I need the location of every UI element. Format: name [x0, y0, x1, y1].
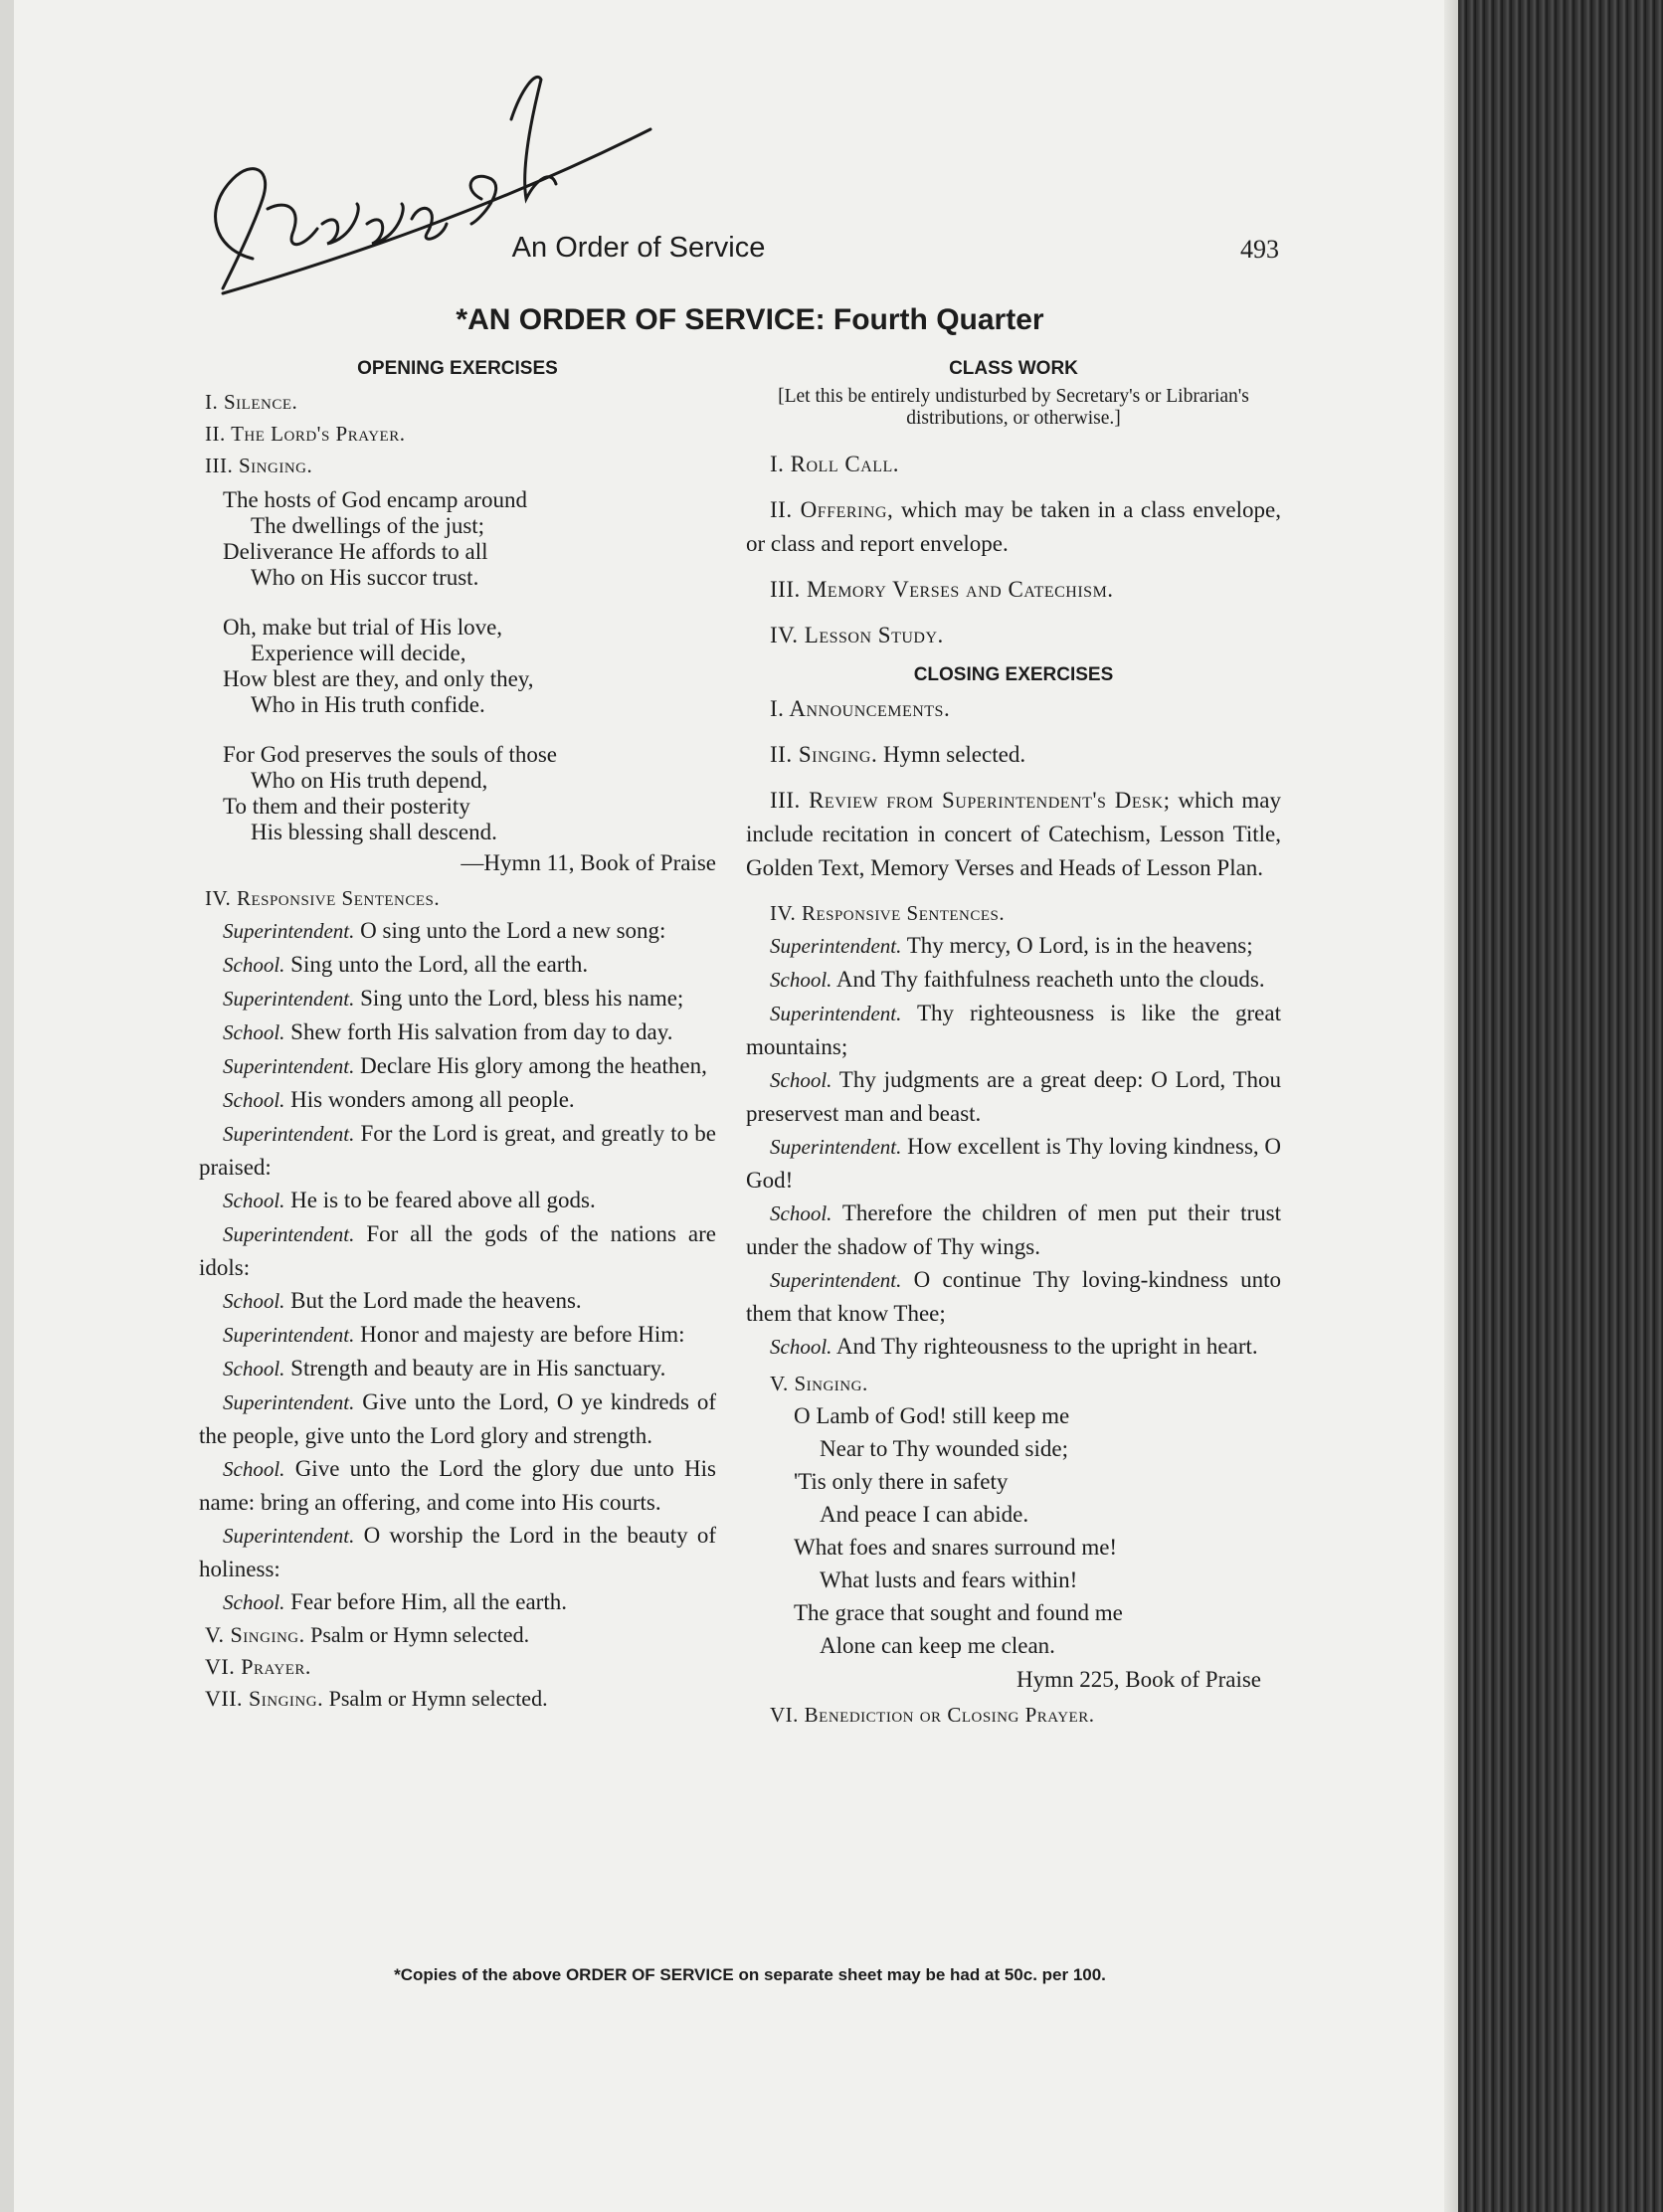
sentence-text: For all the gods of the nations are idols:	[199, 1221, 717, 1280]
hymn-line: Who on His succor trust.	[251, 565, 479, 590]
speaker-label: Superintendent.	[223, 1323, 355, 1347]
numbered-item	[746, 448, 1281, 481]
responsive-sentence	[199, 1385, 716, 1452]
speaker-label: School.	[770, 968, 832, 992]
responsive-sentence	[199, 1049, 716, 1083]
hymn-line: O Lamb of God! still keep me	[794, 1403, 1070, 1428]
opening-item: II. The Lord's Prayer.	[205, 422, 406, 446]
responsive-sentence	[199, 1184, 716, 1217]
hymn-line: The hosts of God encamp around	[223, 487, 527, 512]
sentence-text: But the Lord made the heavens.	[290, 1288, 582, 1313]
class-work-heading: CLASS WORK	[949, 358, 1078, 379]
item-label: II. Offering,	[770, 497, 894, 522]
opening-end-item	[199, 1619, 716, 1651]
sentence-text: And Thy righteousness to the upright in heart.	[835, 1334, 1258, 1359]
responsive-sentence	[746, 963, 1281, 997]
sentence-text: Give unto the Lord, O ye kindreds of the people, give unto the Lord glory and strength.	[199, 1389, 717, 1448]
hymn-line: Experience will decide,	[251, 641, 466, 665]
item-text: Psalm or Hymn selected.	[328, 1686, 548, 1711]
speaker-label: Superintendent.	[223, 1122, 355, 1146]
sentence-text: His wonders among all people.	[290, 1087, 575, 1112]
speaker-label: Superintendent.	[223, 1222, 355, 1246]
item-label: III. Review from Superintendent's Desk;	[770, 788, 1171, 813]
speaker-label: Superintendent.	[770, 1268, 902, 1292]
hymn-line: Who on His truth depend,	[251, 768, 488, 793]
speaker-label: School.	[223, 1088, 285, 1112]
opening-item: III. Singing.	[205, 454, 313, 477]
speaker-label: School.	[223, 953, 285, 977]
speaker-label: Superintendent.	[770, 1002, 902, 1025]
hymn-line: 'Tis only there in safety	[794, 1469, 1009, 1494]
opening-hymn-credit: —Hymn 11, Book of Praise	[461, 850, 716, 875]
hymn-line: The dwellings of the just;	[251, 513, 485, 538]
opening-exercises-heading: OPENING EXERCISES	[357, 358, 558, 379]
hymn-line: Oh, make but trial of His love,	[223, 615, 503, 640]
item-text: Psalm or Hymn selected.	[310, 1622, 530, 1647]
responsive-sentence	[199, 1585, 716, 1619]
hymn-line	[223, 591, 716, 615]
hymn-line: How blest are they, and only they,	[223, 666, 534, 691]
responsive-sentence	[199, 914, 716, 948]
speaker-label: School.	[770, 1335, 832, 1359]
closing-responsive-heading: IV. Responsive Sentences.	[770, 901, 1006, 925]
sentence-text: Shew forth His salvation from day to day.	[290, 1019, 673, 1044]
speaker-label: School.	[223, 1189, 285, 1212]
footnote: *Copies of the above ORDER OF SERVICE on separate sheet may be had at 50c. per 100.	[394, 1965, 1106, 1984]
speaker-label: Superintendent.	[223, 987, 355, 1011]
responsive-sentence	[746, 1130, 1281, 1197]
item-label: I. Announcements.	[770, 696, 951, 721]
closing-hymn	[794, 1399, 1281, 1662]
opening-end-item	[199, 1651, 716, 1683]
responsive-sentence	[746, 1263, 1281, 1330]
responsive-sentence	[199, 1352, 716, 1385]
hymn-line: What foes and snares surround me!	[794, 1535, 1118, 1560]
responsive-sentence	[746, 997, 1281, 1063]
responsive-sentence	[199, 982, 716, 1015]
closing-hymn-credit: Hymn 225, Book of Praise	[1016, 1667, 1261, 1692]
speaker-label: School.	[770, 1201, 832, 1225]
hymn-line	[223, 718, 716, 742]
sentence-text: Therefore the children of men put their trust under the shadow of Thy wings.	[746, 1200, 1282, 1259]
responsive-sentence	[199, 1519, 716, 1585]
numbered-item	[746, 738, 1281, 772]
handwritten-annotation	[193, 60, 660, 308]
class-work-items	[746, 448, 1281, 652]
numbered-item	[746, 573, 1281, 607]
opening-end-items	[199, 1619, 716, 1715]
speaker-label: School.	[223, 1020, 285, 1044]
item-label: I. Roll Call.	[770, 452, 900, 476]
speaker-label: Superintendent.	[223, 1390, 355, 1414]
hymn-line: And peace I can abide.	[820, 1502, 1029, 1527]
sentence-text: Give unto the Lord the glory due unto His name: bring an offering, and come into His courts.	[199, 1456, 716, 1515]
speaker-label: Superintendent.	[770, 1135, 902, 1159]
closing-singing-heading: V. Singing.	[770, 1372, 868, 1395]
item-label: IV. Lesson Study.	[770, 623, 944, 647]
sentence-text: He is to be feared above all gods.	[290, 1188, 596, 1212]
running-title: An Order of Service	[511, 232, 766, 264]
hymn-line: His blessing shall descend.	[251, 820, 497, 844]
responsive-sentence	[199, 1117, 716, 1184]
hymn-line: Who in His truth confide.	[251, 692, 485, 717]
hymn-line: What lusts and fears within!	[820, 1567, 1078, 1592]
item-label: V. Singing.	[205, 1622, 305, 1647]
speaker-label: School.	[223, 1357, 285, 1381]
numbered-item	[746, 692, 1281, 726]
opening-hymn	[223, 487, 716, 845]
responsive-sentence	[746, 1330, 1281, 1364]
responsive-sentence	[199, 1284, 716, 1318]
item-label: III. Memory Verses and Catechism.	[770, 577, 1114, 602]
hymn-line: The grace that sought and found me	[794, 1600, 1123, 1625]
numbered-item	[746, 493, 1281, 561]
speaker-label: School.	[223, 1457, 285, 1481]
sentence-text: Thy judgments are a great deep: O Lord, Thou preservest man and beast.	[746, 1067, 1282, 1126]
page-title: *AN ORDER OF SERVICE: Fourth Quarter	[456, 303, 1044, 336]
sentence-text: And Thy faithfulness reacheth unto the clouds.	[835, 967, 1265, 992]
sentence-text: O sing unto the Lord a new song:	[360, 918, 666, 943]
responsive-sentence	[746, 1063, 1281, 1130]
sentence-text: Honor and majesty are before Him:	[360, 1322, 685, 1347]
hymn-line: Near to Thy wounded side;	[820, 1436, 1068, 1461]
sentence-text: O worship the Lord in the beauty of holiness:	[199, 1523, 716, 1581]
speaker-label: School.	[223, 1289, 285, 1313]
opening-end-item	[199, 1683, 716, 1715]
right-column	[746, 358, 1281, 1731]
hymn-line: For God preserves the souls of those	[223, 742, 558, 767]
left-column	[199, 358, 716, 1715]
closing-responsive-sentences	[746, 929, 1281, 1364]
opening-responsive-sentences	[199, 914, 716, 1619]
opening-item: I. Silence.	[205, 390, 298, 414]
numbered-item	[746, 619, 1281, 652]
book-page	[14, 0, 1458, 2212]
book-page-edges	[1458, 0, 1663, 2212]
responsive-sentence	[199, 1318, 716, 1352]
responsive-sentence	[199, 1452, 716, 1519]
hymn-line: Alone can keep me clean.	[820, 1633, 1055, 1658]
item-text: Hymn selected.	[883, 742, 1026, 767]
item-label: VI. Prayer.	[205, 1654, 311, 1679]
responsive-sentence	[199, 948, 716, 982]
sentence-text: Sing unto the Lord, bless his name;	[360, 986, 684, 1011]
closing-exercises-heading: CLOSING EXERCISES	[913, 664, 1114, 685]
numbered-item	[746, 784, 1281, 885]
sentence-text: Declare His glory among the heathen,	[360, 1053, 707, 1078]
item-label: II. Singing.	[770, 742, 878, 767]
sentence-text: Strength and beauty are in His sanctuary.	[290, 1356, 666, 1381]
closing-items	[746, 692, 1281, 885]
opening-items	[199, 386, 716, 481]
hymn-line: Deliverance He affords to all	[223, 539, 488, 564]
responsive-sentence	[199, 1217, 716, 1284]
speaker-label: Superintendent.	[770, 934, 902, 958]
sentence-text: O continue Thy loving-kindness unto them that know Thee;	[746, 1267, 1281, 1326]
opening-responsive-heading: IV. Responsive Sentences.	[205, 886, 441, 910]
responsive-sentence	[746, 1197, 1281, 1263]
speaker-label: Superintendent.	[223, 919, 355, 943]
speaker-label: Superintendent.	[223, 1054, 355, 1078]
speaker-label: School.	[223, 1590, 285, 1614]
sentence-text: Fear before Him, all the earth.	[290, 1589, 567, 1614]
closing-final-item: VI. Benediction or Closing Prayer.	[770, 1703, 1095, 1727]
hymn-line: To them and their posterity	[223, 794, 470, 819]
responsive-sentence	[746, 929, 1281, 963]
page-number: 493	[1240, 235, 1279, 264]
responsive-sentence	[199, 1015, 716, 1049]
item-label: VII. Singing.	[205, 1686, 324, 1711]
sentence-text: Sing unto the Lord, all the earth.	[290, 952, 589, 977]
sentence-text: Thy mercy, O Lord, is in the heavens;	[906, 933, 1253, 958]
sentence-text: For the Lord is great, and greatly to be praised:	[199, 1121, 716, 1180]
speaker-label: School.	[770, 1068, 832, 1092]
responsive-sentence	[199, 1083, 716, 1117]
sentence-text: How excellent is Thy loving kindness, O God!	[746, 1134, 1282, 1193]
sentence-text: Thy righteousness is like the great mountains;	[746, 1001, 1281, 1059]
speaker-label: Superintendent.	[223, 1524, 355, 1548]
item-text: which may be taken in a class envelope, or class and report envelope.	[746, 497, 1281, 556]
item-text: which may include recitation in concert of Catechism, Lesson Title, Golden Text, Memory Verses and Heads of Lesson Plan.	[746, 788, 1281, 880]
class-work-note: [Let this be entirely undisturbed by Secretary's or Librarian's distributions, or otherwise.]	[778, 386, 1249, 429]
